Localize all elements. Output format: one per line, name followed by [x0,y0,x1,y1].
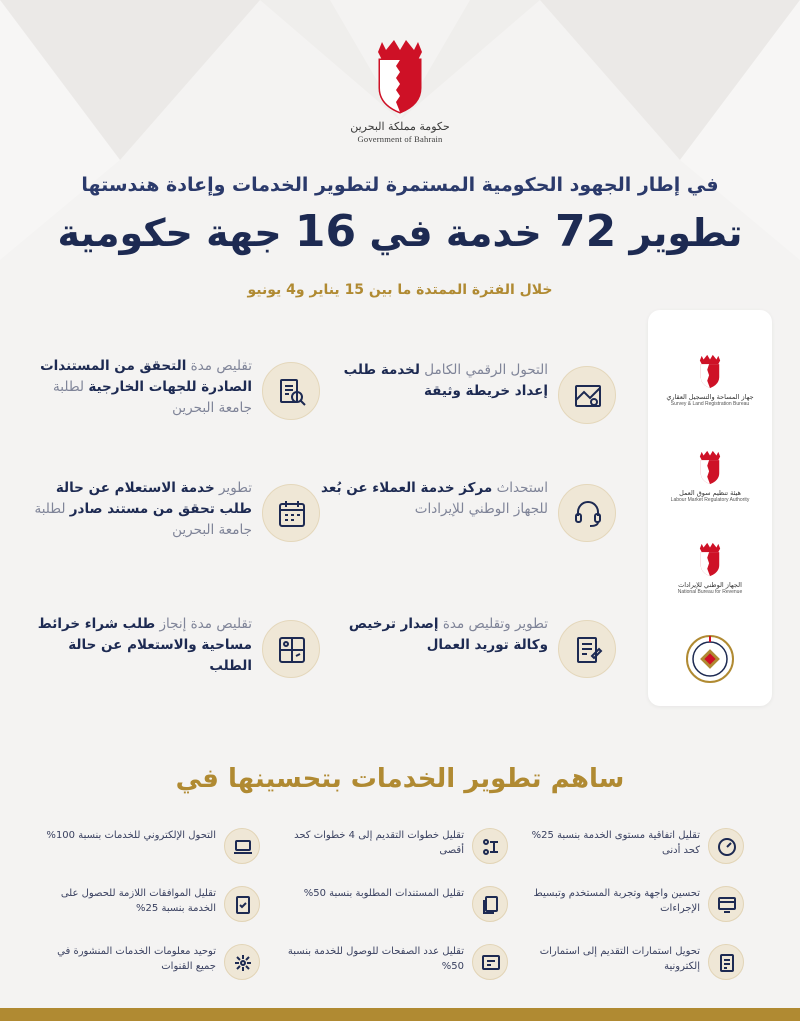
government-logo [340,38,460,144]
headline-num-entities: 16 [294,206,357,257]
benefit-text: تقليل المستندات المطلوبة بنسبة 50% [303,888,464,899]
service-icon-circle [262,484,320,542]
headline-num-services: 72 [555,206,617,257]
service-text: تطوير خدمة الاستعلام عن حالة طلب تحقق من مستند صادر لطلبة جامعة البحرين [34,480,252,538]
pages-icon [481,953,501,973]
service-text: التحول الرقمي الكامل لخدمة طلب إعداد خريطة وثيقة [343,362,548,399]
benefit-item [504,942,744,986]
service-icon-circle [558,484,616,542]
subtitle: في إطار الجهود الحكومية المستمرة لتطوير الخدمات وإعادة هندستها [81,174,719,196]
emblem-icon [697,542,723,578]
benefit-item [20,942,260,986]
service-text: تقليص مدة إنجاز طلب شراء خرائط مساحية والاستعلام عن حالة الطلب [37,616,252,674]
authority-name-en: Survey & Land Registration Bureau [670,401,750,407]
screen-icon [717,895,737,915]
emblem-icon [697,450,723,486]
benefit-item [20,826,260,870]
university-seal [648,634,772,684]
gov-arabic-name: حكومة مملكة البحرين [350,120,450,133]
benefit-text: التحول الإلكتروني للخدمات بنسبة 100% [46,830,216,841]
benefit-text: تقليل خطوات التقديم إلى 4 خطوات كحد أقصى [294,830,464,856]
steps-icon [481,837,501,857]
headline-pre: تطوير [629,211,743,255]
benefit-item [504,884,744,928]
benefit-item [268,884,508,928]
service-item [20,478,320,558]
document-search-icon [276,376,308,408]
authority-logo [648,354,772,407]
benefit-text: تقليل اتفاقية مستوى الخدمة بنسبة 25% كحد أدنى [531,830,700,856]
benefit-text: توحيد معلومات الخدمات المنشورة في جميع القنوات [57,946,216,972]
benefit-item [504,826,744,870]
map-grid-icon [276,634,308,666]
university-seal-icon [685,634,735,684]
period-text: خلال الفترة الممتدة ما بين 15 يناير و4 يونيو [247,282,553,298]
service-icon-circle [262,620,320,678]
benefit-item [268,826,508,870]
form-icon [717,953,737,973]
service-item [316,478,616,558]
service-item [20,356,320,436]
benefit-text: تحويل استمارات التقديم إلى استمارات إلكترونية [539,946,700,972]
benefit-item [20,884,260,928]
headline [40,208,760,257]
service-icon-circle [262,362,320,420]
laptop-icon [233,837,253,857]
authority-name: جهاز المساحة والتسجيل العقاري [666,393,754,401]
network-icon [233,953,253,973]
authorities-panel [648,310,772,706]
service-item [316,360,616,440]
calendar-icon [276,498,308,530]
service-text: تطوير وتقليص مدة إصدار ترخيص وكالة توريد العمال [348,616,548,653]
approval-icon [233,895,253,915]
gov-english-name: Government of Bahrain [357,134,443,144]
emblem-icon [697,354,723,390]
service-text: تقليص مدة التحقق من المستندات الصادرة للجهات الخارجية لطلبة جامعة البحرين [40,358,252,416]
service-text: استحداث مركز خدمة العملاء عن بُعد للجهاز الوطني للإيرادات [321,480,548,517]
authority-name-en: National Bureau for Revenue [677,589,743,595]
authority-logo [648,450,772,503]
benefit-text: تقليل الموافقات اللازمة للحصول على الخدمة بنسبة 25% [60,888,216,914]
authority-name-en: Labour Market Regulatory Authority [670,497,750,503]
service-icon-circle [558,366,616,424]
benefit-text: تقليل عدد الصفحات للوصول للخدمة بنسبة 50% [287,946,464,972]
map-icon [572,380,604,412]
benefit-text: تحسين واجهة وتجربة المستخدم وتبسيط الإجراءات [533,888,700,914]
benefit-item [268,942,508,986]
authority-logo [648,542,772,595]
gauge-icon [717,837,737,857]
headline-post: جهة حكومية [57,211,282,255]
bottom-gold-bar [0,1008,800,1021]
bahrain-emblem-icon [374,38,426,116]
authority-name: الجهاز الوطني للإيرادات [678,581,742,589]
headset-icon [572,498,604,530]
contribution-title: ساهم تطوير الخدمات بتحسينها في [175,764,625,794]
authority-name: هيئة تنظيم سوق العمل [679,489,741,497]
documents-icon [481,895,501,915]
service-item [316,614,616,694]
headline-mid: خدمة في [369,211,542,255]
service-icon-circle [558,620,616,678]
service-item [20,614,320,694]
license-icon [572,634,604,666]
